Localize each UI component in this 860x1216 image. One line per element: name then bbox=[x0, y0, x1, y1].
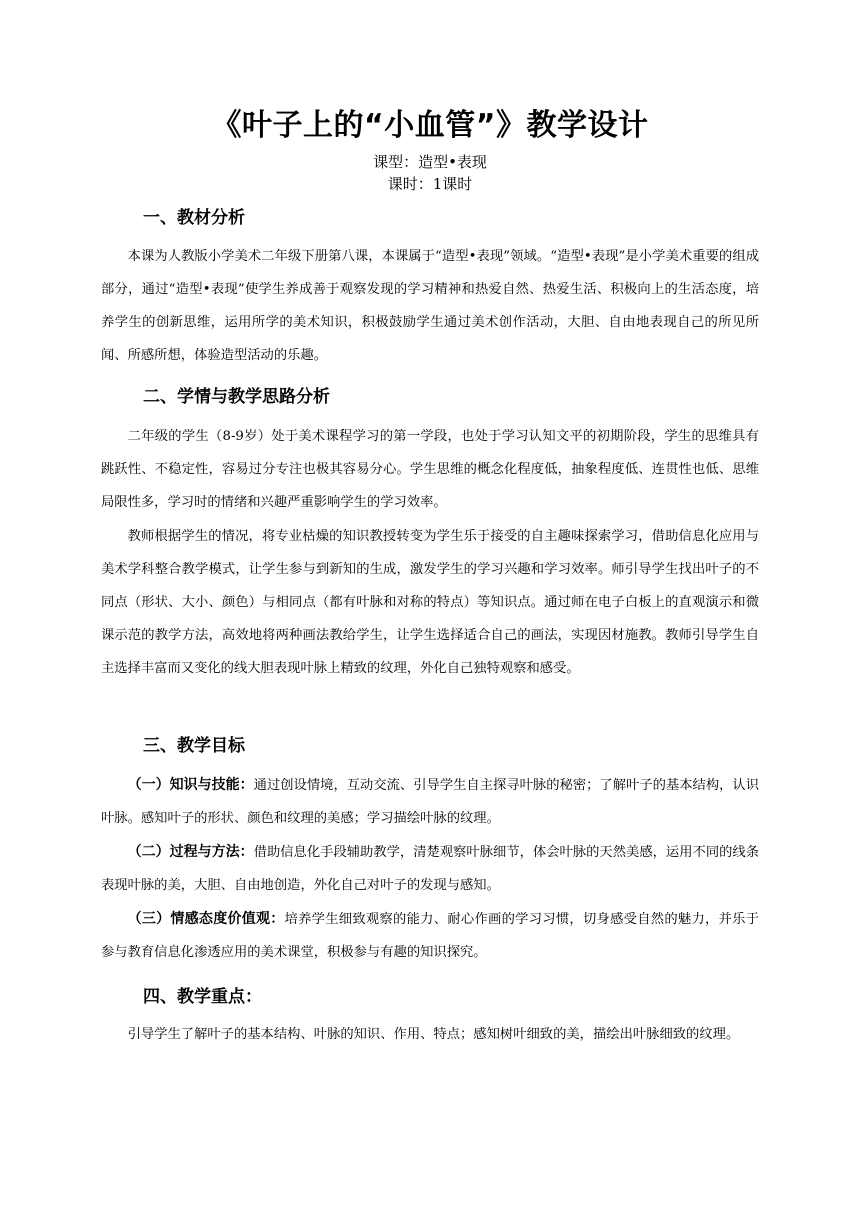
lesson-hours: 课时：1课时 bbox=[387, 175, 473, 193]
goal-text: 借助信息化手段辅助教学，清楚观察叶脉细节，体会叶脉的天然美感，运用不同的线条表现叶脉的美，大胆、自由地创造，外化自己对叶子的发现与感知。 bbox=[101, 845, 760, 893]
goal-separator: ： bbox=[239, 777, 254, 793]
goal-knowledge-skills bbox=[101, 769, 759, 835]
goal-label: （二）过程与方法 bbox=[127, 844, 240, 860]
section-heading-textbook-analysis: 一、教材分析 bbox=[143, 208, 245, 228]
section-heading-learner-analysis: 二、学情与教学思路分析 bbox=[143, 387, 330, 407]
goal-process-method bbox=[101, 836, 759, 902]
document-title: 《叶子上的“小血管”》教学设计 bbox=[211, 108, 649, 143]
goal-label: （三）情感态度价值观 bbox=[127, 911, 271, 927]
paragraph-teaching-focus: 引导学生了解叶子的基本结构、叶脉的知识、作用、特点；感知树叶细致的美，描绘出叶脉细致的纹理。 bbox=[127, 1027, 740, 1042]
goal-text: 通过创设情境，互动交流、引导学生自主探寻叶脉的秘密；了解叶子的基本结构，认识叶脉。感知叶子的形状、颜色和纹理的美感；学习描绘叶脉的纹理。 bbox=[101, 778, 760, 826]
lesson-type: 课型：造型•表现 bbox=[373, 153, 487, 171]
paragraph-textbook-analysis: 本课为人教版小学美术二年级下册第八课，本课属于“造型•表现”领域。“造型•表现”是小学美术重要的组成部分，通过“造型•表现”使学生养成善于观察发现的学习精神和热爱自然、热爱生活、积极向上的生活态度，培养学生的创新思维，运用所学的美术知识，积极鼓励学生通过美术创作活动，大胆、自由地表现自己的所见所闻、所感所想，体验造型活动的乐趣。 bbox=[101, 249, 759, 363]
section-heading-teaching-focus: 四、教学重点： bbox=[143, 987, 262, 1007]
paragraph-teaching-approach: 教师根据学生的情况，将专业枯燥的知识教授转变为学生乐于接受的自主趣味探索学习，借助信息化应用与美术学科整合教学模式，让学生参与到新知的生成，激发学生的学习兴趣和学习效率。师引导学生找出叶子的不同点（形状、大小、颜色）与相同点（都有叶脉和对称的特点）等知识点。通过师在电子白板上的直观演示和微课示范的教学方法，高效地将两种画法教给学生，让学生选择适合自己的画法，实现因材施教。教师引导学生自主选择丰富而又变化的线大胆表现叶脉上精致的纹理，外化自己独特观察和感受。 bbox=[101, 529, 759, 676]
goal-text: 培养学生细致观察的能力、耐心作画的学习习惯，切身感受自然的魅力，并乐于参与教育信息化渗透应用的美术课堂，积极参与有趣的知识探究。 bbox=[101, 912, 760, 960]
section-heading-teaching-goals: 三、教学目标 bbox=[143, 736, 245, 756]
goal-emotion-values bbox=[101, 903, 759, 969]
paragraph-learner-situation: 二年级的学生（8-9岁）处于美术课程学习的第一学段，也处于学习认知文平的初期阶段，学生的思维具有跳跃性、不稳定性，容易过分专注也极其容易分心。学生思维的概念化程度低，抽象程度低、连贯性也低、思维局限性多，学习时的情绪和兴趣严重影响学生的学习效率。 bbox=[101, 429, 759, 510]
goal-separator: ： bbox=[270, 911, 285, 927]
goal-separator: ： bbox=[239, 844, 254, 860]
goal-label: （一）知识与技能 bbox=[127, 777, 240, 793]
